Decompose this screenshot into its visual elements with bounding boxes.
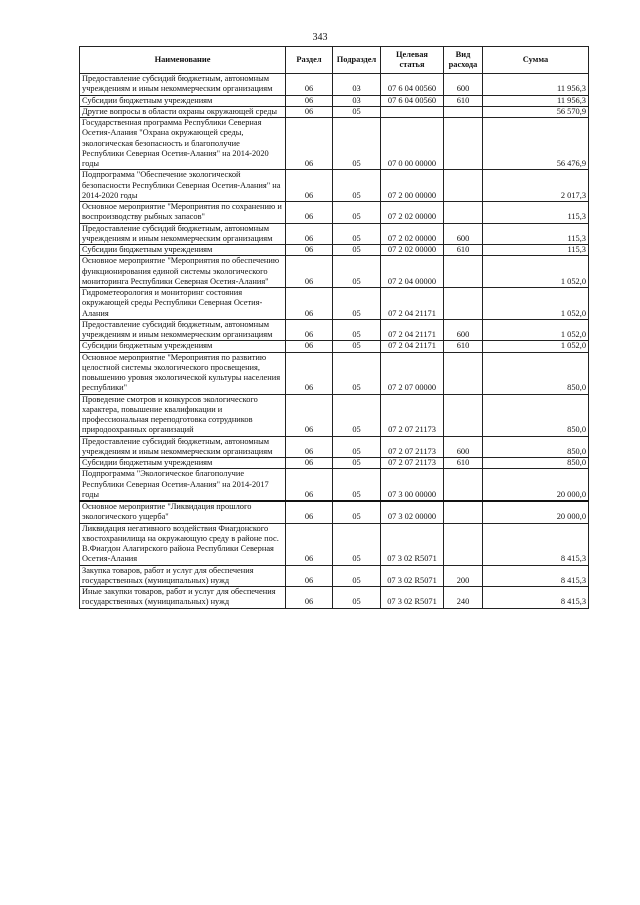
row-name: Основное мероприятие "Мероприятия по сохранению и воспроизводству рыбных запасов" [80, 202, 286, 224]
row-vid [444, 352, 483, 394]
row-statya: 07 3 02 R5071 [381, 565, 444, 587]
row-name: Гидрометеорология и мониторинг состояния окружающей среды Республики Северная Осетия-Алания [80, 288, 286, 320]
row-summa: 20 000,0 [483, 469, 589, 501]
row-statya: 07 2 04 00000 [381, 256, 444, 288]
row-summa: 850,0 [483, 394, 589, 436]
row-statya: 07 3 02 R5071 [381, 523, 444, 565]
row-razdel: 06 [286, 245, 333, 256]
row-podrazdel: 05 [333, 352, 381, 394]
row-podrazdel: 05 [333, 436, 381, 458]
row-podrazdel: 05 [333, 319, 381, 341]
row-vid: 610 [444, 341, 483, 352]
row-summa: 20 000,0 [483, 501, 589, 523]
row-name: Субсидии бюджетным учреждениям [80, 245, 286, 256]
row-summa: 2 017,3 [483, 170, 589, 202]
row-vid [444, 106, 483, 117]
row-name: Подпрограмма "Экологическое благополучие Республики Северная Осетия-Алания" на 2014-2017 годы [80, 469, 286, 501]
table-row [80, 565, 589, 587]
table-row [80, 223, 589, 245]
row-statya: 07 2 02 00000 [381, 223, 444, 245]
header-vid: Вид расхода [444, 47, 483, 74]
header-name: Наименование [80, 47, 286, 74]
row-statya: 07 2 00 00000 [381, 170, 444, 202]
row-podrazdel: 05 [333, 170, 381, 202]
row-statya: 07 3 02 R5071 [381, 587, 444, 609]
row-statya: 07 2 07 21173 [381, 458, 444, 469]
row-summa: 8 415,3 [483, 523, 589, 565]
row-vid: 600 [444, 319, 483, 341]
row-name: Субсидии бюджетным учреждениям [80, 341, 286, 352]
row-razdel: 06 [286, 95, 333, 106]
row-statya: 07 0 00 00000 [381, 118, 444, 170]
row-vid [444, 394, 483, 436]
row-statya: 07 2 02 00000 [381, 245, 444, 256]
row-razdel: 06 [286, 288, 333, 320]
row-statya: 07 2 04 21171 [381, 319, 444, 341]
row-podrazdel: 05 [333, 501, 381, 523]
row-summa: 850,0 [483, 436, 589, 458]
row-summa: 115,3 [483, 223, 589, 245]
row-summa: 8 415,3 [483, 565, 589, 587]
row-summa: 11 956,3 [483, 74, 589, 96]
table-row [80, 74, 589, 96]
row-summa: 11 956,3 [483, 95, 589, 106]
row-vid [444, 288, 483, 320]
row-vid: 600 [444, 436, 483, 458]
row-name: Основное мероприятие "Мероприятия по обеспечению функционирования единой системы экологического мониторинга Республики Северная Осетия-Алания" [80, 256, 286, 288]
row-statya: 07 6 04 00560 [381, 95, 444, 106]
header-summa: Сумма [483, 47, 589, 74]
row-razdel: 06 [286, 501, 333, 523]
table-row [80, 288, 589, 320]
row-name: Государственная программа Республики Северная Осетия-Алания "Охрана окружающей среды, экологическая безопасность и благополучие Республики Северная Осетия-Алания" на 2014-2020 годы [80, 118, 286, 170]
row-razdel: 06 [286, 106, 333, 117]
row-summa: 1 052,0 [483, 288, 589, 320]
table-header-row [80, 47, 589, 74]
row-name: Основное мероприятие "Ликвидация прошлого экологического ущерба" [80, 501, 286, 523]
row-razdel: 06 [286, 341, 333, 352]
row-razdel: 06 [286, 587, 333, 609]
row-name: Закупка товаров, работ и услуг для обеспечения государственных (муниципальных) нужд [80, 565, 286, 587]
table-row [80, 106, 589, 117]
row-vid: 240 [444, 587, 483, 609]
row-summa: 115,3 [483, 245, 589, 256]
row-summa: 56 570,9 [483, 106, 589, 117]
row-name: Подпрограмма "Обеспечение экологической безопасности Республики Северная Осетия-Алания" на 2014-2020 годы [80, 170, 286, 202]
table-row [80, 118, 589, 170]
table-row [80, 319, 589, 341]
row-vid: 610 [444, 95, 483, 106]
table-row [80, 458, 589, 469]
row-vid [444, 170, 483, 202]
row-summa: 850,0 [483, 352, 589, 394]
row-razdel: 06 [286, 170, 333, 202]
row-statya: 07 6 04 00560 [381, 74, 444, 96]
row-name: Иные закупки товаров, работ и услуг для обеспечения государственных (муниципальных) нужд [80, 587, 286, 609]
row-podrazdel: 03 [333, 95, 381, 106]
row-name: Предоставление субсидий бюджетным, автономным учреждениям и иным некоммерческим организациям [80, 436, 286, 458]
row-razdel: 06 [286, 458, 333, 469]
table-row [80, 245, 589, 256]
row-razdel: 06 [286, 118, 333, 170]
row-razdel: 06 [286, 565, 333, 587]
row-statya: 07 3 00 00000 [381, 469, 444, 501]
row-vid [444, 202, 483, 224]
table-row [80, 95, 589, 106]
row-podrazdel: 05 [333, 288, 381, 320]
row-razdel: 06 [286, 74, 333, 96]
row-summa: 1 052,0 [483, 256, 589, 288]
row-podrazdel: 03 [333, 74, 381, 96]
row-name: Субсидии бюджетным учреждениям [80, 458, 286, 469]
page-number: 343 [312, 32, 328, 43]
row-vid: 200 [444, 565, 483, 587]
header-statya: Целевая статья [381, 47, 444, 74]
table-row [80, 523, 589, 565]
table-row [80, 587, 589, 609]
row-statya: 07 2 07 21173 [381, 436, 444, 458]
row-statya: 07 2 07 00000 [381, 352, 444, 394]
row-razdel: 06 [286, 223, 333, 245]
table-row [80, 341, 589, 352]
table-row [80, 436, 589, 458]
row-razdel: 06 [286, 319, 333, 341]
row-name: Предоставление субсидий бюджетным, автономным учреждениям и иным некоммерческим организациям [80, 319, 286, 341]
row-razdel: 06 [286, 469, 333, 501]
row-podrazdel: 05 [333, 223, 381, 245]
row-vid [444, 501, 483, 523]
row-statya: 07 2 04 21171 [381, 341, 444, 352]
row-podrazdel: 05 [333, 394, 381, 436]
row-podrazdel: 05 [333, 341, 381, 352]
row-name: Предоставление субсидий бюджетным, автономным учреждениям и иным некоммерческим организациям [80, 74, 286, 96]
row-summa: 56 476,9 [483, 118, 589, 170]
table-row [80, 501, 589, 523]
row-name: Другие вопросы в области охраны окружающей среды [80, 106, 286, 117]
row-vid: 600 [444, 223, 483, 245]
table-row [80, 469, 589, 501]
table-row [80, 352, 589, 394]
row-razdel: 06 [286, 256, 333, 288]
row-name: Проведение смотров и конкурсов экологического характера, повышение квалификации и профессиональная переподготовка сотрудников природоохранных организаций [80, 394, 286, 436]
row-podrazdel: 05 [333, 458, 381, 469]
row-vid: 610 [444, 458, 483, 469]
row-statya [381, 106, 444, 117]
row-vid [444, 256, 483, 288]
row-statya: 07 3 02 00000 [381, 501, 444, 523]
row-vid: 600 [444, 74, 483, 96]
row-name: Ликвидация негативного воздействия Фиагдонского хвостохранилища на окружающую среду в районе пос. В.Фиагдон Алагирского района Республики Северная Осетия-Алания [80, 523, 286, 565]
row-summa: 1 052,0 [483, 341, 589, 352]
row-razdel: 06 [286, 202, 333, 224]
table-row [80, 256, 589, 288]
table-row [80, 394, 589, 436]
row-summa: 115,3 [483, 202, 589, 224]
row-podrazdel: 05 [333, 469, 381, 501]
row-statya: 07 2 04 21171 [381, 288, 444, 320]
table-row [80, 170, 589, 202]
table-row [80, 202, 589, 224]
row-statya: 07 2 07 21173 [381, 394, 444, 436]
row-vid [444, 469, 483, 501]
header-podrazdel: Подраздел [333, 47, 381, 74]
row-razdel: 06 [286, 523, 333, 565]
row-statya: 07 2 02 00000 [381, 202, 444, 224]
row-podrazdel: 05 [333, 245, 381, 256]
row-razdel: 06 [286, 436, 333, 458]
row-razdel: 06 [286, 352, 333, 394]
row-podrazdel: 05 [333, 565, 381, 587]
row-summa: 8 415,3 [483, 587, 589, 609]
row-name: Субсидии бюджетным учреждениям [80, 95, 286, 106]
row-podrazdel: 05 [333, 202, 381, 224]
header-razdel: Раздел [286, 47, 333, 74]
row-vid [444, 523, 483, 565]
row-summa: 1 052,0 [483, 319, 589, 341]
row-summa: 850,0 [483, 458, 589, 469]
row-name: Предоставление субсидий бюджетным, автономным учреждениям и иным некоммерческим организациям [80, 223, 286, 245]
row-podrazdel: 05 [333, 118, 381, 170]
budget-table [79, 46, 589, 609]
row-podrazdel: 05 [333, 523, 381, 565]
table-body [80, 74, 589, 609]
row-podrazdel: 05 [333, 587, 381, 609]
row-podrazdel: 05 [333, 106, 381, 117]
row-name: Основное мероприятие "Мероприятия по развитию целостной системы экологического просвещения, повышению уровня экологической культуры населения республики" [80, 352, 286, 394]
row-podrazdel: 05 [333, 256, 381, 288]
row-vid: 610 [444, 245, 483, 256]
row-vid [444, 118, 483, 170]
row-razdel: 06 [286, 394, 333, 436]
